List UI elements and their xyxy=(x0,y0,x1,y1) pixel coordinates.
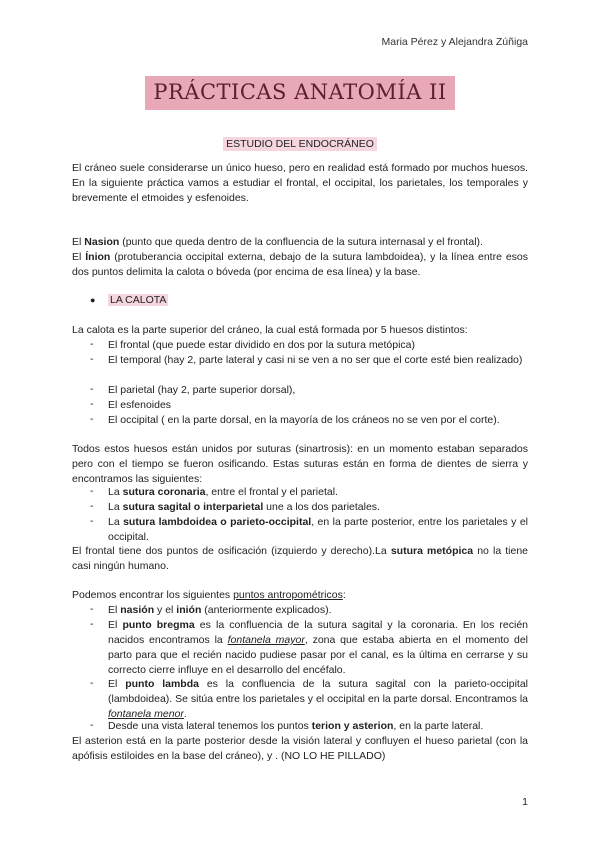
p1-c: y el xyxy=(154,604,177,616)
p2-c: es la confluencia de la sutura sagital y la coronaria. En los recién nacidos encontramos la xyxy=(108,619,528,646)
p4-c: , en la parte lateral. xyxy=(393,720,484,732)
inion-paragraph xyxy=(72,250,528,280)
p3-c: es la confluencia de la sutura sagital con la parieto-occipital (lambdoidea). Se sitúa entre los parietales y el occipital en la parte dorsal. Encontramos la xyxy=(108,678,528,705)
intro-paragraph: El cráneo suele considerarse un único hueso, pero en realidad está formado por muchos huesos. En la siguiente práctica vamos a estudiar el frontal, el occipital, los parietales, los temporales y brevemente el etmoides y esfenoides. xyxy=(72,162,528,204)
p4-a: Desde una vista lateral tenemos los puntos xyxy=(108,720,312,732)
frontal-note-pre: El frontal tiene dos puntos de osificación (izquierdo y derecho).La xyxy=(72,545,391,557)
p3-b: punto lambda xyxy=(125,678,199,690)
point-dash-1: - xyxy=(90,603,94,615)
bone-item-1: El frontal (que puede estar dividido en dos por la sutura metópica) xyxy=(108,339,416,351)
bone-dash-3: - xyxy=(90,383,94,395)
suture-2-pre: La xyxy=(108,501,123,513)
bone-item-4: El esfenoides xyxy=(108,399,172,411)
points-intro-pre: Podemos encontrar los siguientes xyxy=(72,589,234,601)
subtitle-container xyxy=(0,134,600,152)
page-title: PRÁCTICAS ANATOMÍA II xyxy=(145,76,454,110)
suture-item-2 xyxy=(108,500,528,515)
suture-3-pre: La xyxy=(108,516,124,528)
frontal-note xyxy=(72,544,528,574)
title-container xyxy=(0,76,600,110)
bone-dash-2: - xyxy=(90,353,94,365)
suture-1-pre: La xyxy=(108,486,123,498)
bone-item-5: El occipital ( en la parte dorsal, en la mayoría de los cráneos no se ven por el corte). xyxy=(108,414,500,426)
p2-e: , zona que estaba abierta en el momento del parto para que el recién nacido pudiese pasar por el canal, es la última en cerrarse y su correcto cierre influye en el desarrollo del encéfalo. xyxy=(108,634,528,676)
suture-item-1 xyxy=(108,485,528,500)
suture-2-post: une a los dos parietales. xyxy=(263,501,380,513)
bone-dash-1: - xyxy=(90,338,94,350)
nasion-term: Nasion xyxy=(84,236,120,248)
section-heading-label: LA CALOTA xyxy=(110,294,167,306)
inion-term: Ínion xyxy=(85,251,111,263)
p3-e: . xyxy=(183,708,187,720)
p2-a: El xyxy=(108,619,123,631)
suture-1-term: sutura coronaria xyxy=(122,486,206,498)
nasion-line xyxy=(72,235,483,250)
p2-b: punto bregma xyxy=(122,619,195,631)
suture-3-post: , en la parte posterior, entre los parietales y el occipital. xyxy=(108,516,528,543)
suture-1-post: , entre el frontal y el parietal. xyxy=(205,486,338,498)
point-item-terion-asterion xyxy=(108,719,528,734)
suture-dash-3: - xyxy=(90,515,94,527)
p3-d: fontanela menor xyxy=(108,708,184,720)
points-intro-term: puntos antropométricos xyxy=(233,589,343,601)
suture-2-term: sutura sagital o interparietal xyxy=(122,501,264,513)
header-authors: Maria Pérez y Alejandra Zúñiga xyxy=(381,36,528,48)
point-dash-2: - xyxy=(90,618,94,630)
calota-intro: La calota es la parte superior del cráneo, la cual está formada por 5 huesos distintos: xyxy=(72,324,468,336)
section-bullet: ● xyxy=(90,295,96,305)
point-item-nasion-inion xyxy=(108,603,528,618)
inion-pre: El xyxy=(72,251,86,263)
suture-dash-1: - xyxy=(90,485,94,497)
p1-e: (anteriormente explicados). xyxy=(201,604,332,616)
inion-post: (protuberancia occipital externa, debajo de la sutura lambdoidea), y la línea entre esos dos puntos delimita la calota o bóveda (por encima de esa línea) y la base. xyxy=(72,251,528,278)
p1-d: inión xyxy=(176,604,202,616)
p2-d: fontanela mayor xyxy=(227,634,305,646)
points-intro xyxy=(72,588,346,603)
frontal-note-post: no la tiene casi ningún humano. xyxy=(72,545,529,572)
suture-3-term: sutura lambdoidea o parieto-occipital xyxy=(123,516,312,528)
p1-b: nasión xyxy=(120,604,155,616)
sutures-intro: Todos estos huesos están unidos por suturas (sinartrosis): en un momento estaban separados pero con el tiempo se fueron osificando. Estas suturas están en forma de dientes de sierra y encontramos las siguientes: xyxy=(72,443,528,485)
bone-item-3: El parietal (hay 2, parte superior dorsal), xyxy=(108,384,296,396)
bone-item-2: El temporal (hay 2, parte lateral y casi ni se ven a no ser que el corte esté bien realizado) xyxy=(108,354,523,366)
point-dash-4: - xyxy=(90,719,94,731)
section-heading xyxy=(108,293,168,308)
nasion-post: (punto que queda dentro de la confluencia de la sutura internasal y el frontal). xyxy=(119,236,483,248)
frontal-note-term: sutura metópica xyxy=(390,545,474,557)
p1-a: El xyxy=(108,604,121,616)
points-intro-post: : xyxy=(342,589,346,601)
asterion-note: El asterion está en la parte posterior desde la visión lateral y confluyen el hueso parietal (con la apófisis estiloides en la base del cráneo), y . (NO LO HE PILLADO) xyxy=(72,735,528,762)
p4-b: terion y asterion xyxy=(311,720,394,732)
p3-a: El xyxy=(108,678,126,690)
suture-item-3 xyxy=(108,515,528,545)
bone-dash-4: - xyxy=(90,398,94,410)
nasion-pre: El xyxy=(72,236,85,248)
suture-dash-2: - xyxy=(90,500,94,512)
point-item-lambda xyxy=(108,677,528,722)
page-number: 1 xyxy=(522,796,528,808)
point-item-bregma xyxy=(108,618,528,678)
bone-dash-5: - xyxy=(90,413,94,425)
point-dash-3: - xyxy=(90,677,94,689)
section-subtitle: ESTUDIO DEL ENDOCRÁNEO xyxy=(223,137,377,151)
